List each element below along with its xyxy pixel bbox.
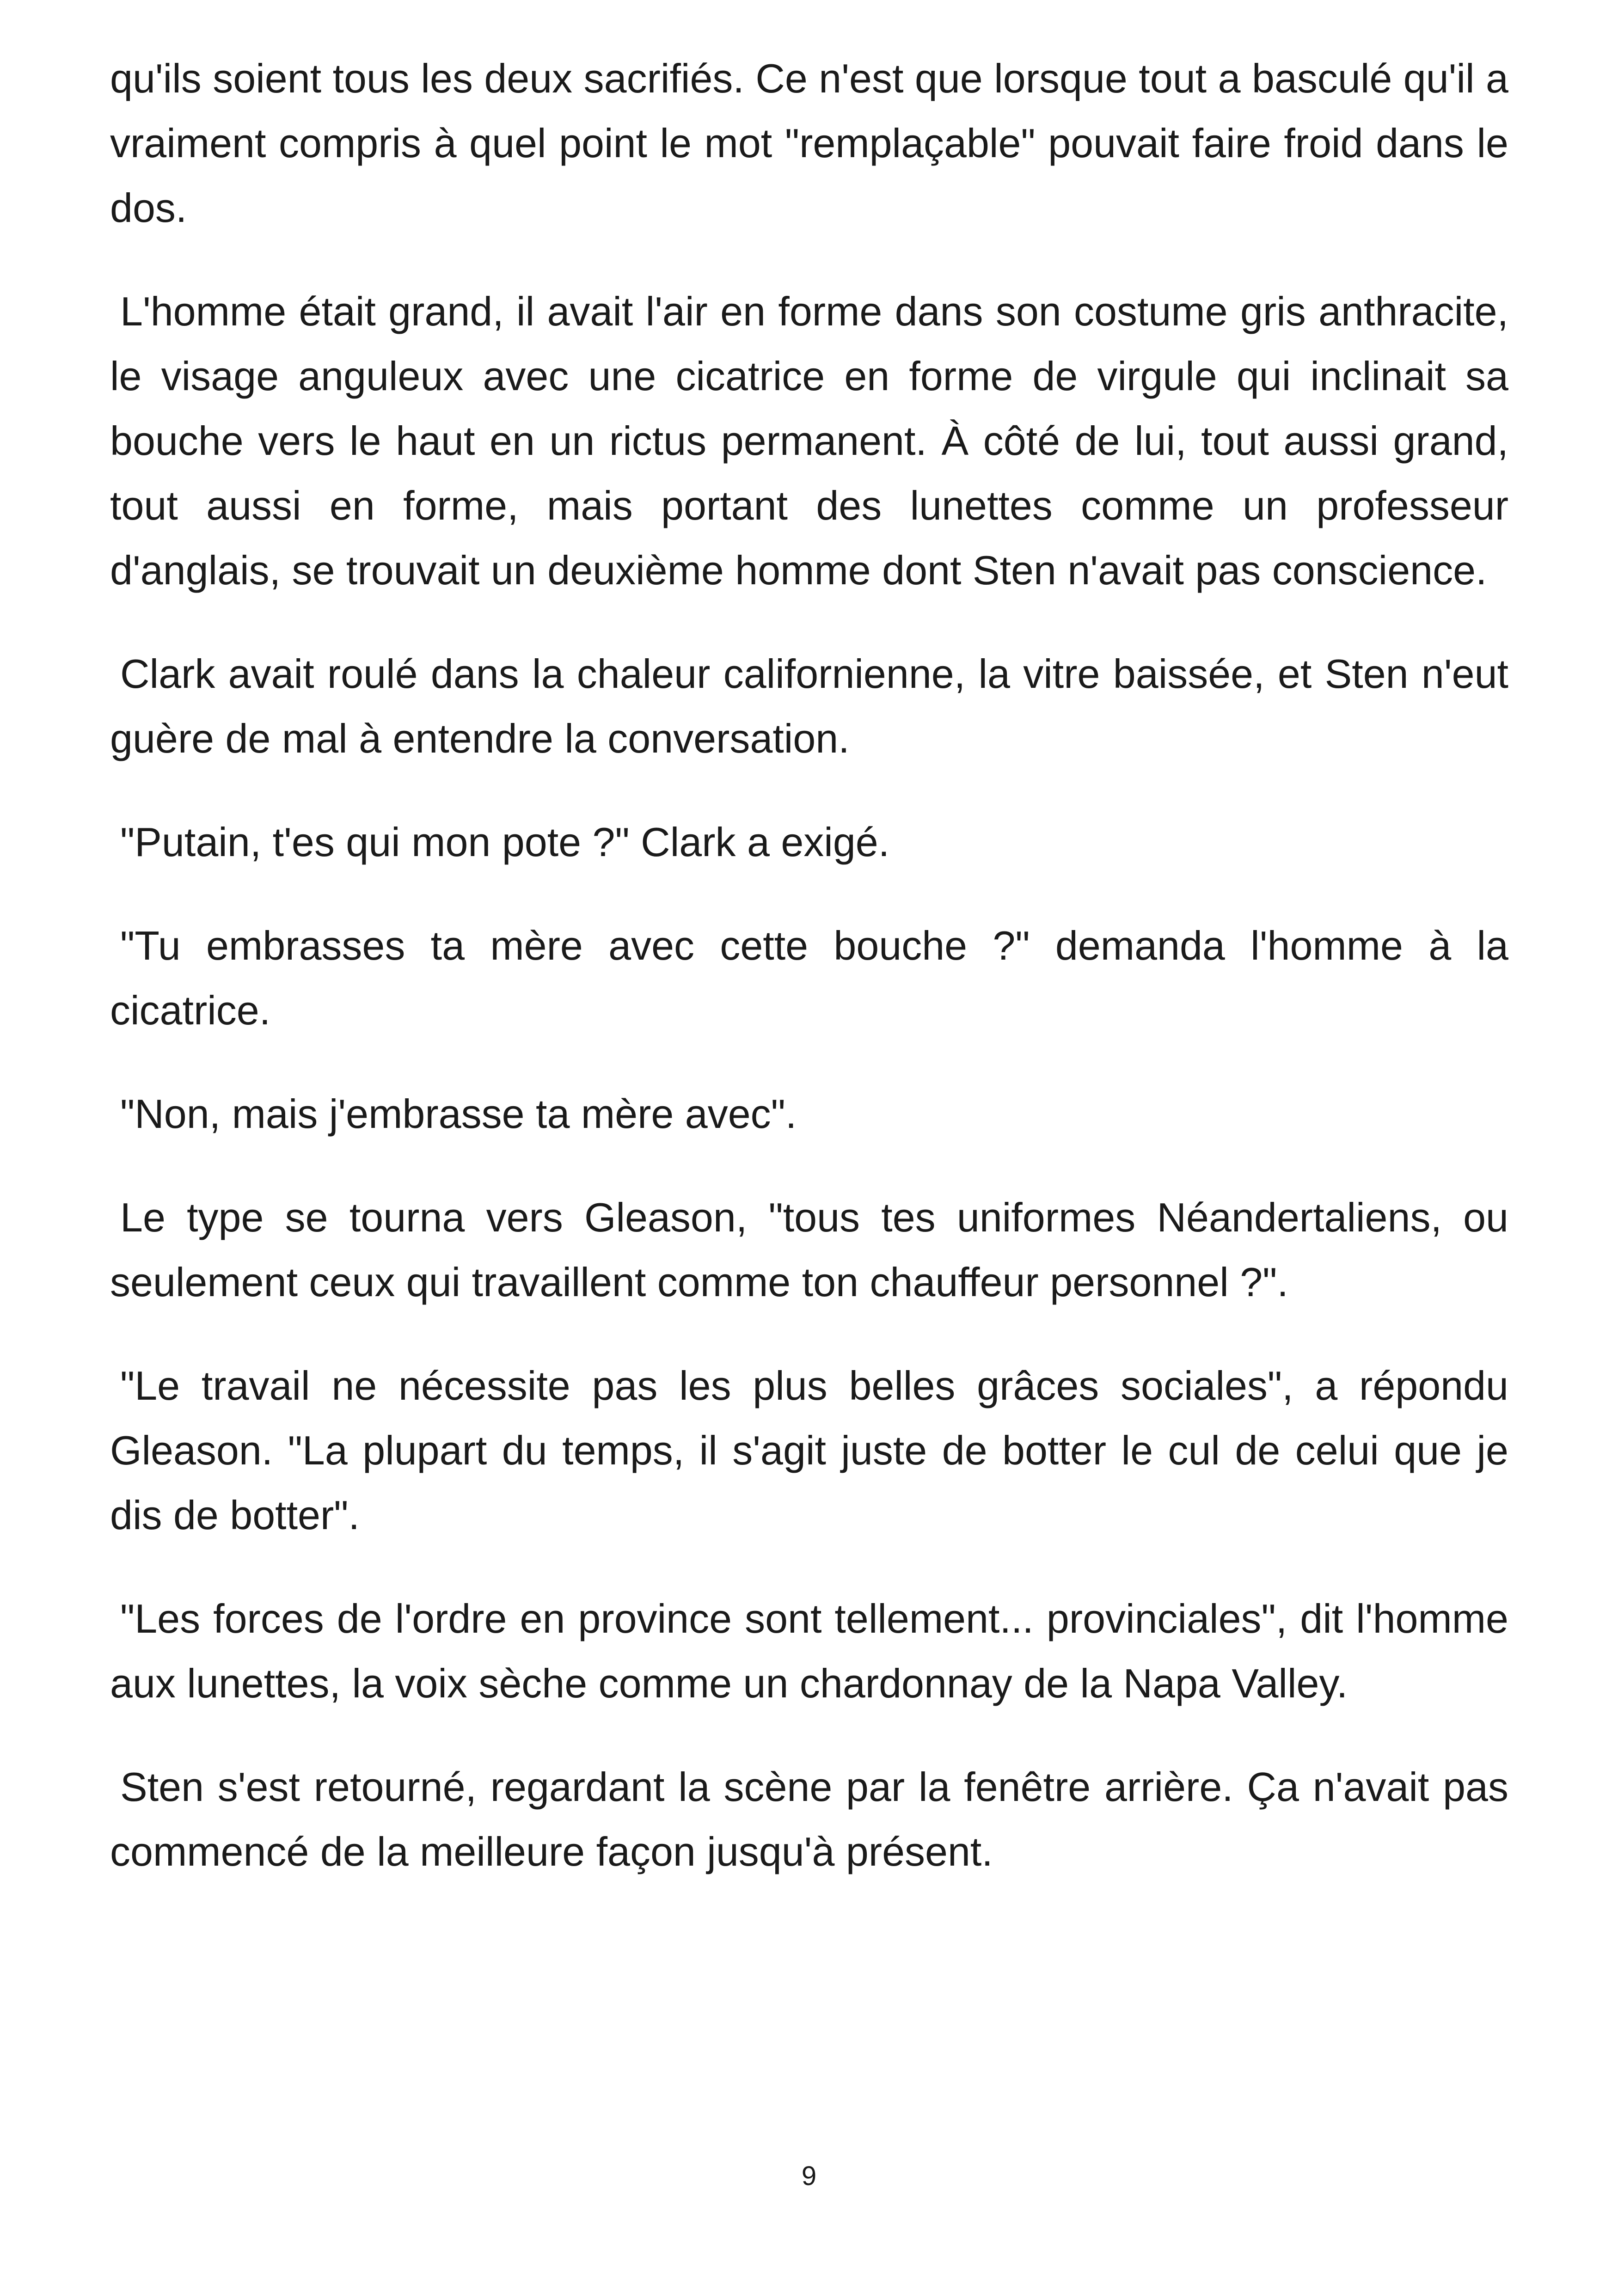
page-number: 9 [801, 2161, 817, 2191]
paragraph: Le type se tourna vers Gleason, "tous tes uniformes Néandertaliens, ou seulement ceux qui travaillent comme ton chauffeur personnel ?". [110, 1194, 1508, 1305]
paragraph: "Non, mais j'embrasse ta mère avec". [120, 1091, 797, 1137]
paragraph: Clark avait roulé dans la chaleur californienne, la vitre baissée, et Sten n'eut guère de mal à entendre la conversation. [110, 651, 1508, 761]
paragraph: "Le travail ne nécessite pas les plus belles grâces sociales", a répondu Gleason. "La plupart du temps, il s'agit juste de botter le cul de celui que je dis de botter". [110, 1363, 1508, 1538]
paragraph: Sten s'est retourné, regardant la scène par la fenêtre arrière. Ça n'avait pas commencé de la meilleure façon jusqu'à présent. [110, 1764, 1508, 1874]
body-text [110, 46, 1508, 1923]
paragraph: "Putain, t'es qui mon pote ?" Clark a exigé. [120, 819, 890, 865]
paragraph: "Les forces de l'ordre en province sont tellement... provinciales", dit l'homme aux lunettes, la voix sèche comme un chardonnay de la Napa Valley. [110, 1596, 1508, 1706]
paragraph: qu'ils soient tous les deux sacrifiés. Ce n'est que lorsque tout a basculé qu'il a vraiment compris à quel point le mot "remplaçable" pouvait faire froid dans le dos. [110, 55, 1508, 231]
paragraph: "Tu embrasses ta mère avec cette bouche ?" demanda l'homme à la cicatrice. [110, 923, 1508, 1033]
paragraph: L'homme était grand, il avait l'air en forme dans son costume gris anthracite, le visage anguleux avec une cicatrice en forme de virgule qui inclinait sa bouche vers le haut en un rictus permanent. À côté de lui, tout aussi grand, tout aussi en forme, mais portant des lunettes comme un professeur d'anglais, se trouvait un deuxième homme dont Sten n'avait pas conscience. [110, 288, 1508, 593]
